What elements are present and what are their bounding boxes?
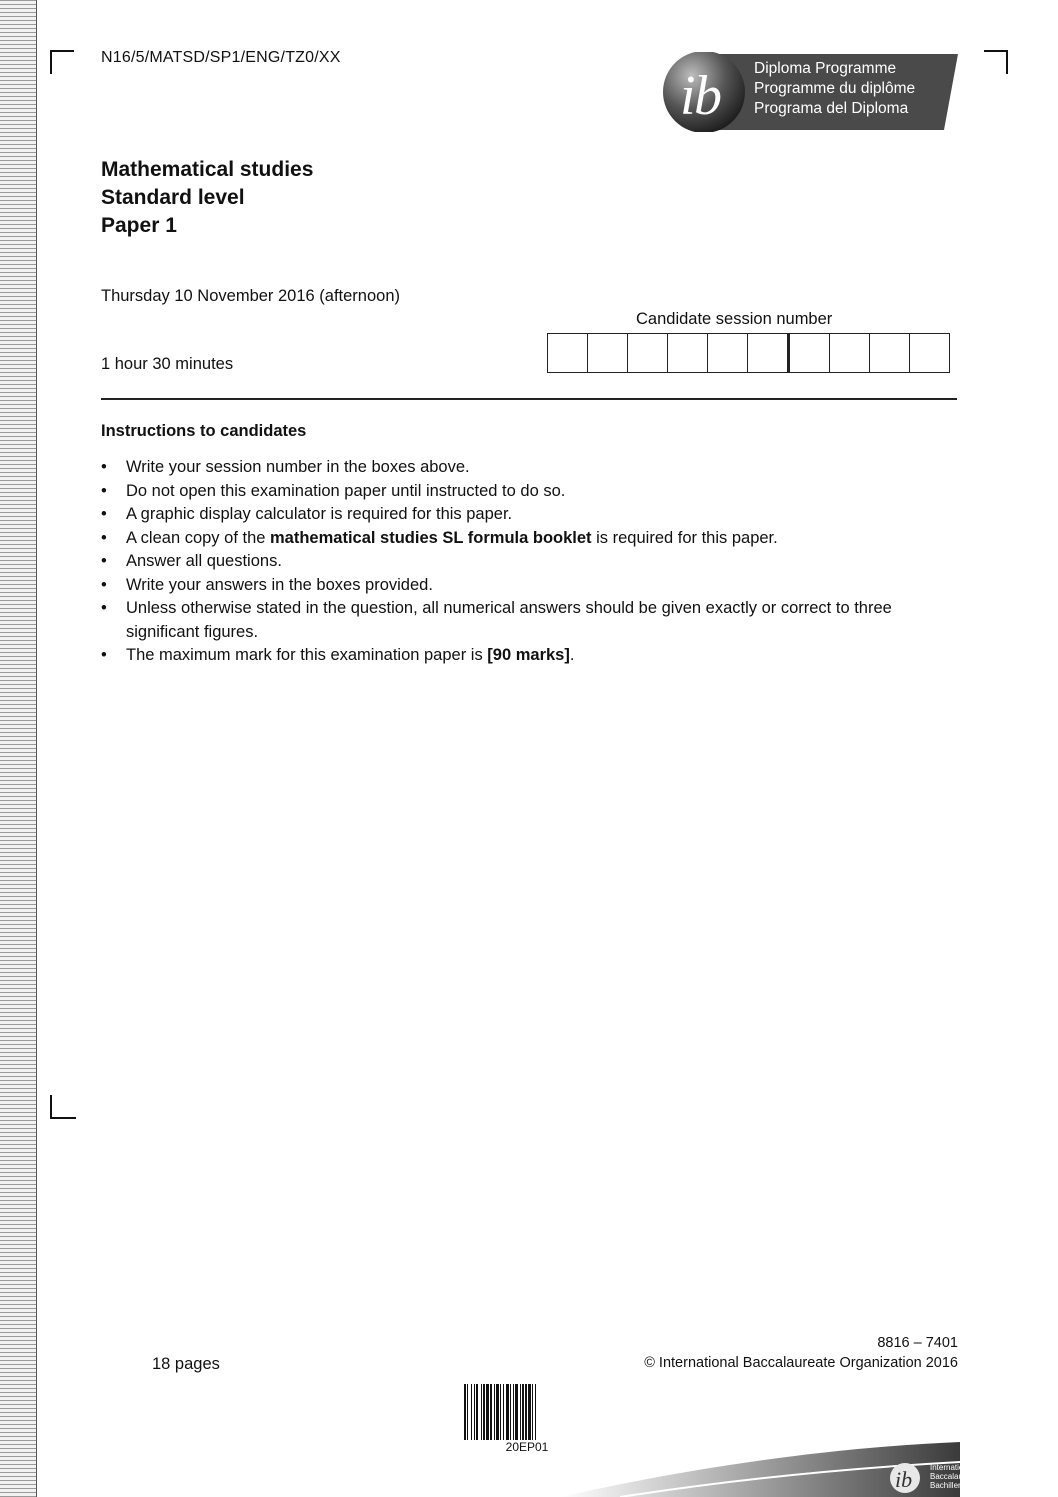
barcode-bar: [474, 1384, 475, 1440]
session-digit-box[interactable]: [748, 334, 790, 372]
page-count: 18 pages: [152, 1355, 220, 1373]
session-digit-box[interactable]: [830, 334, 870, 372]
logo-line-fr: Programme du diplôme: [754, 80, 916, 97]
max-marks-emphasis: [90 marks]: [487, 646, 570, 664]
header-divider: [101, 398, 957, 400]
paper-title: Paper 1: [101, 214, 177, 237]
instruction-item: [101, 644, 961, 668]
paper-code: N16/5/MATSD/SP1/ENG/TZ0/XX: [101, 49, 341, 66]
barcode-bar: [513, 1384, 514, 1440]
instruction-text: A graphic display calculator is required for this paper.: [126, 505, 513, 523]
instruction-text: The maximum mark for this examination paper is: [126, 646, 488, 664]
instruction-text: Unless otherwise stated in the question, all numerical answers should be given exactly or correct to three significant figures.: [126, 599, 892, 641]
instruction-text: Write your answers in the boxes provided.: [126, 575, 433, 594]
barcode-bar: [515, 1384, 518, 1440]
barcode-label: 20EP01: [505, 1440, 549, 1454]
instruction-item: [101, 574, 961, 598]
barcode-bar: [520, 1384, 521, 1440]
barcode-bar: [496, 1384, 499, 1440]
bullet: •: [101, 552, 107, 570]
org-line-fr: Baccalauréat International: [930, 1472, 1023, 1481]
svg-text:b: b: [694, 65, 722, 127]
barcode-bar: [464, 1384, 466, 1440]
session-digit-box[interactable]: [588, 334, 628, 372]
footer-swoosh: [560, 1440, 960, 1497]
svg-text:ib: ib: [895, 1467, 913, 1492]
reference-code: 8816 – 7401: [877, 1335, 958, 1351]
instruction-item: [101, 527, 961, 551]
crop-mark-bottom-left: [50, 1095, 76, 1119]
logo-line-es: Programa del Diploma: [754, 100, 909, 117]
instruction-text: Do not open this examination paper until instructed to do so.: [126, 481, 566, 500]
barcode-bar: [490, 1384, 492, 1440]
barcode-bar: [483, 1384, 485, 1440]
barcode-bar: [528, 1384, 531, 1440]
barcode-bar: [525, 1384, 527, 1440]
instruction-text: is required for this paper.: [591, 528, 778, 547]
barcode-bar: [481, 1384, 482, 1440]
instruction-item: [101, 503, 961, 527]
barcode-bar: [532, 1384, 533, 1440]
session-digit-box[interactable]: [628, 334, 668, 372]
logo-line-en: Diploma Programme: [754, 60, 897, 77]
session-digit-box[interactable]: [548, 334, 588, 372]
session-number-boxes[interactable]: [547, 333, 950, 373]
session-digit-box[interactable]: [790, 334, 830, 372]
barcode-bar: [503, 1384, 504, 1440]
session-digit-box[interactable]: [668, 334, 708, 372]
barcode-bar: [467, 1384, 468, 1440]
perforated-margin: [0, 0, 37, 1497]
formula-booklet-emphasis: mathematical studies SL formula booklet: [270, 528, 592, 547]
instruction-text: Write your session number in the boxes above.: [126, 458, 470, 476]
exam-title-block: [101, 156, 313, 240]
bullet: •: [101, 575, 107, 594]
level-title: Standard level: [101, 186, 245, 209]
barcode-bar: [494, 1384, 495, 1440]
instructions-list: [101, 456, 961, 668]
session-digit-box[interactable]: [870, 334, 910, 372]
bullet: •: [101, 599, 107, 617]
exam-duration: 1 hour 30 minutes: [101, 355, 234, 373]
instruction-text: A clean copy of the: [126, 528, 271, 547]
session-digit-box[interactable]: [708, 334, 748, 372]
barcode-bar: [510, 1384, 511, 1440]
barcode-bar: [535, 1384, 536, 1440]
org-name-lines: [930, 1463, 1027, 1490]
instruction-item: [101, 456, 961, 480]
crop-mark-top-right: [984, 50, 1008, 74]
copyright-notice: © International Baccalaureate Organization 2016: [644, 1355, 958, 1371]
bullet: •: [101, 505, 107, 523]
subject-title: Mathematical studies: [101, 158, 314, 181]
bullet: •: [101, 646, 107, 664]
instruction-text: Answer all questions.: [126, 552, 282, 570]
svg-text:i: i: [680, 65, 696, 127]
instruction-text: .: [569, 646, 575, 664]
instruction-item: [101, 480, 961, 504]
barcode-bar: [500, 1384, 501, 1440]
crop-mark-top-left: [50, 50, 74, 74]
session-digit-box[interactable]: [910, 334, 949, 372]
barcode-bar: [522, 1384, 524, 1440]
instruction-item: [101, 550, 961, 574]
barcode: [462, 1384, 592, 1440]
ib-diploma-logo: [658, 52, 958, 132]
instruction-item: [101, 597, 961, 644]
org-line-en: International Baccalaureate: [930, 1463, 1028, 1472]
barcode-bar: [471, 1384, 472, 1440]
exam-date: Thursday 10 November 2016 (afternoon): [101, 287, 400, 305]
bullet: •: [101, 481, 107, 500]
bullet: •: [101, 458, 107, 476]
instructions-heading: Instructions to candidates: [101, 422, 307, 440]
logo-caption: [754, 59, 915, 119]
org-line-es: Bachillerato Internacional: [930, 1481, 1020, 1490]
bullet: •: [101, 528, 107, 547]
barcode-bar: [476, 1384, 478, 1440]
session-number-label: Candidate session number: [636, 310, 833, 328]
barcode-bar: [486, 1384, 489, 1440]
barcode-bar: [506, 1384, 509, 1440]
